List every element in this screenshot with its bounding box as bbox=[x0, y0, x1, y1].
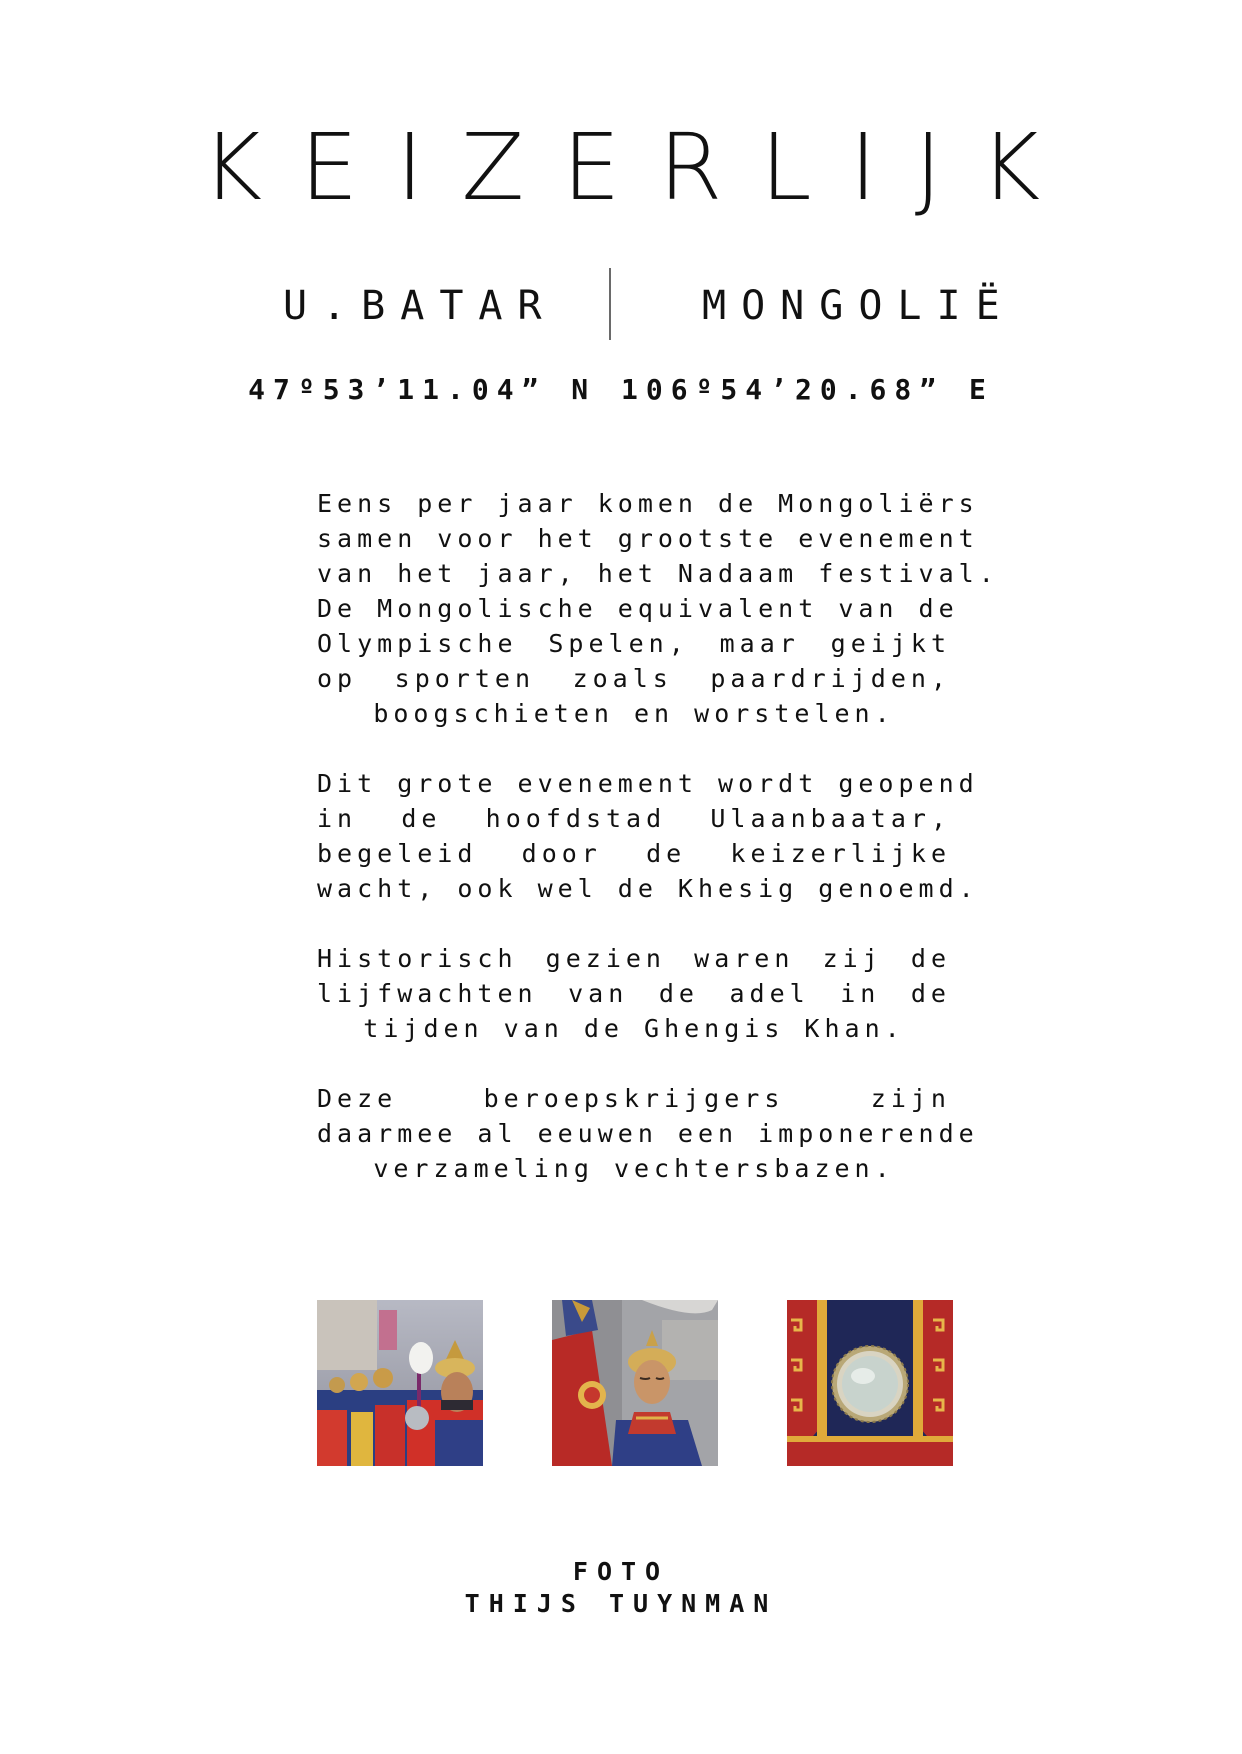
text-line: De Mongolische equivalent van de bbox=[317, 594, 959, 623]
text-line: Dit grote evenement wordt geopend bbox=[317, 769, 979, 798]
text-line: van het jaar, het Nadaam festival. bbox=[317, 559, 999, 588]
uniform-medallion-photo bbox=[787, 1300, 953, 1466]
paragraph-1 bbox=[317, 486, 999, 731]
article-body bbox=[317, 486, 999, 1221]
text-line: wacht, ook wel de Khesig genoemd. bbox=[317, 874, 979, 903]
text-line: verzameling vechtersbazen. bbox=[373, 1154, 895, 1183]
text-line: in de hoofdstad Ulaanbaatar, bbox=[317, 804, 951, 833]
text-line: begeleid door de keizerlijke bbox=[317, 839, 951, 868]
text-line: boogschieten en worstelen. bbox=[373, 699, 895, 728]
guards-lineup-photo bbox=[317, 1300, 483, 1466]
photo-credit-name: THIJS TUYNMAN bbox=[464, 1589, 778, 1618]
gps-coordinates: 47º53’11.04” N 106º54’20.68” E bbox=[248, 373, 994, 406]
photo-credit-label: FOTO bbox=[572, 1557, 670, 1586]
text-line: lijfwachten van de adel in de bbox=[317, 979, 951, 1008]
text-line: op sporten zoals paardrijden, bbox=[317, 664, 951, 693]
photo-credit bbox=[0, 1556, 1242, 1620]
guard-helmet-photo bbox=[552, 1300, 718, 1466]
page-title: KEIZERLIJK bbox=[201, 114, 1079, 221]
text-line: tijden van de Ghengis Khan. bbox=[363, 1014, 905, 1043]
paragraph-4 bbox=[317, 1081, 979, 1186]
text-line: Eens per jaar komen de Mongoliërs bbox=[317, 489, 979, 518]
text-line: samen voor het grootste evenement bbox=[317, 524, 979, 553]
paragraph-3 bbox=[317, 941, 951, 1046]
paragraph-2 bbox=[317, 766, 979, 906]
location-city: U.BATAR bbox=[283, 283, 557, 329]
text-line: Historisch gezien waren zij de bbox=[317, 944, 951, 973]
text-line: Deze beroepskrijgers zijn bbox=[317, 1084, 951, 1113]
location-country: MONGOLIË bbox=[702, 283, 1015, 329]
text-line: daarmee al eeuwen een imponerende bbox=[317, 1119, 979, 1148]
location-divider bbox=[609, 268, 611, 340]
text-line: Olympische Spelen, maar geijkt bbox=[317, 629, 951, 658]
photo-strip bbox=[317, 1300, 953, 1466]
